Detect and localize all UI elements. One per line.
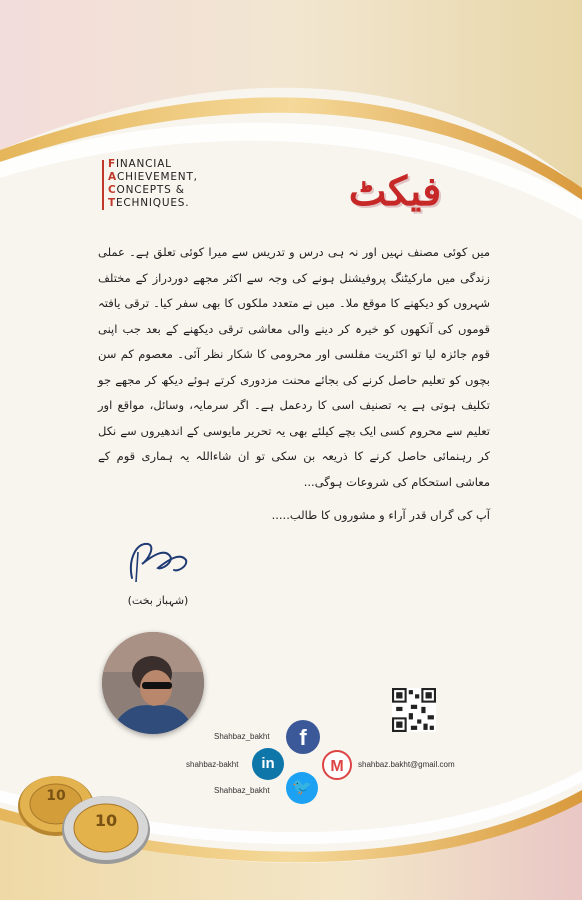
qr-code[interactable] (392, 688, 436, 732)
page-title: فیکٹ (348, 168, 442, 215)
logo-line-financial: FINANCIAL (108, 158, 172, 170)
logo-line-concepts: CONCEPTS & (108, 184, 185, 196)
twitter-icon[interactable]: 🐦 (286, 772, 318, 804)
email-address: shahbaz.bakht@gmail.com (358, 760, 455, 769)
linkedin-handle: shahbaz-bakht (186, 760, 239, 769)
fact-logo (108, 158, 238, 210)
coin-label-front: 10 (94, 811, 118, 830)
signature-image (118, 530, 198, 590)
linkedin-icon[interactable]: in (252, 748, 284, 780)
facebook-handle: Shahbaz_bakht (214, 732, 270, 741)
logo-line-techniques: TECHNIQUES. (108, 197, 190, 209)
facebook-icon[interactable]: f (286, 720, 320, 754)
body-paragraph: میں کوئی مصنف نہیں اور نہ ہی درس و تدریس سے میرا کوئی تعلق ہے۔ عملی زندگی میں مارکیٹنگ پروفیشنل ہونے کی وجہ سے اکثر مجھے دوردراز کے مختلف شہروں کو دیکھنے کا موقع ملا۔ میں نے متعدد ملکوں کا بھی سفر کیا۔ ترقی یافتہ قوموں کی آنکھوں کو خیرہ کر دینے والی معاشی ترقی دیکھنے کے بعد جب اپنی قوم جائزہ لیا تو اکثریت مفلسی اور محرومی کا شکار نظر آئی۔ معصوم کم سن بچوں کو تعلیم حاصل کرنے کی بجائے محنت مزدوری کرتے ہوئے دیکھ کر مجھے جو تکلیف ہوتی ہے یہ تصنیف اسی کا ردعمل ہے۔ اگر سرمایہ، وسائل، مواقع اور تعلیم سے محروم کسی ایک بچے کیلئے بھی یہ تحریر مایوسی کے اندھیروں سے نکل کر رہنمائی حاصل کرنے کا ذریعہ بن سکی تو ان شاءاللہ یہ ہماری قوم کے معاشی استحکام کی شروعات ہوگی... (98, 245, 490, 489)
logo-accent-bar (102, 160, 104, 210)
gmail-icon[interactable]: M (322, 750, 352, 780)
twitter-handle: Shahbaz_bakht (214, 786, 270, 795)
author-photo (102, 632, 204, 734)
coins-image (8, 766, 158, 866)
coin-label-back: 10 (46, 788, 66, 804)
author-photo-illustration (102, 632, 204, 734)
closing-line: آپ کی گراں قدر آراء و مشوروں کا طالب..... (271, 508, 490, 522)
logo-line-achievement: ACHIEVEMENT, (108, 171, 198, 183)
signature-name: (شہباز بخت) (127, 594, 189, 607)
